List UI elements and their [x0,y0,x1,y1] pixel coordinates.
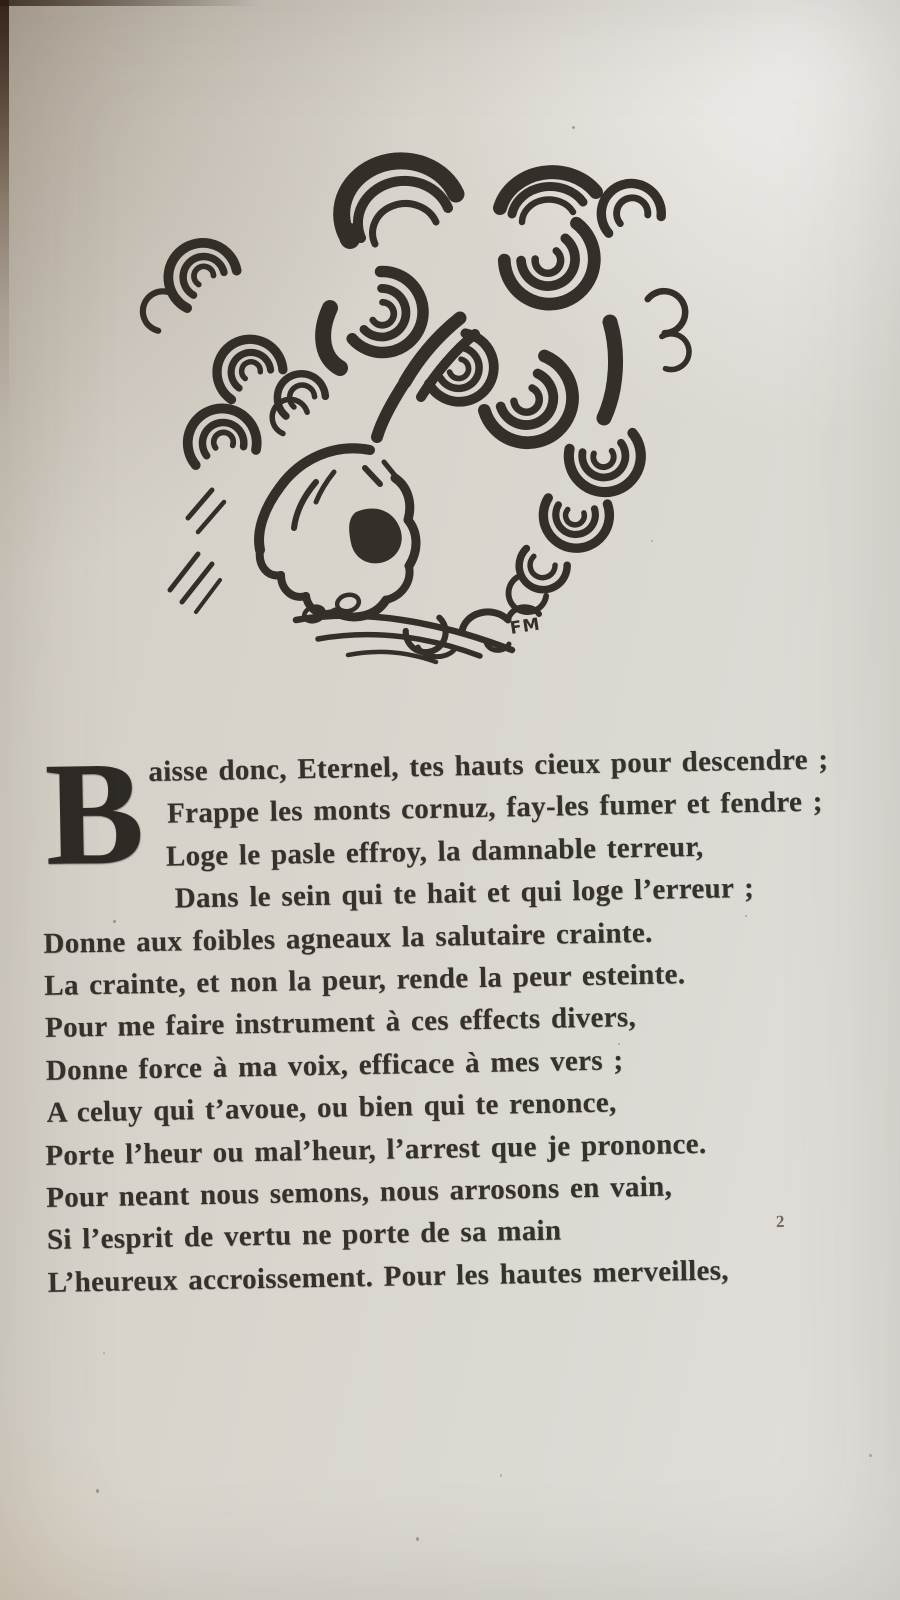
poem-line: Porte l’heur ou mal’heur, l’arrest que je prononce. [45,1127,707,1172]
poem-line: Pour me faire instrument à ces effects divers, [44,1001,637,1045]
poem-line: Donne aux foibles agneaux la salutaire crainte. [43,916,653,960]
poem-line: Donne force à ma voix, efficace à mes vers ; [45,1044,624,1087]
fist-group [259,448,416,623]
poem-line: aisse donc, Eternel, tes hauts cieux pour descendre ; [148,743,829,788]
paper-speck [869,1454,872,1457]
poem-line: Si l’esprit de vertu ne porte de sa main [46,1214,562,1257]
paper-speck [500,1474,502,1477]
paper-speck [572,126,575,129]
cloud-fist-illustration [118,150,693,675]
poem-text-block [38,731,870,1304]
book-gutter-edge [0,0,9,430]
drop-cap: B [43,731,146,897]
artist-signature: FM [508,614,542,639]
poem-line: Loge le pasle effroy, la damnable terreur, [165,830,704,873]
poem-line: Pour neant nous semons, nous arrosons en vain, [45,1170,673,1214]
poem-line: A celuy qui t’avoue, ou bien qui te renonce, [46,1086,617,1130]
paper-speck [96,1489,99,1493]
poem-line: L’heureux accroissement. Pour les hautes merveilles, [47,1254,730,1299]
page-number: 2 [775,1211,785,1232]
paper-speck [103,1352,105,1354]
speed-lines [170,490,224,612]
hatch-lines [296,616,512,662]
page-top-edge-shadow [0,0,260,6]
poem-line: La crainte, et non la peur, rende la peur esteinte. [43,958,686,1002]
paper-speck [416,1537,419,1541]
poem-line: Frappe les monts cornuz, fay-les fumer et fendre ; [166,786,823,831]
poem-line: Dans le sein qui te hait et qui loge l’erreur ; [174,872,755,915]
